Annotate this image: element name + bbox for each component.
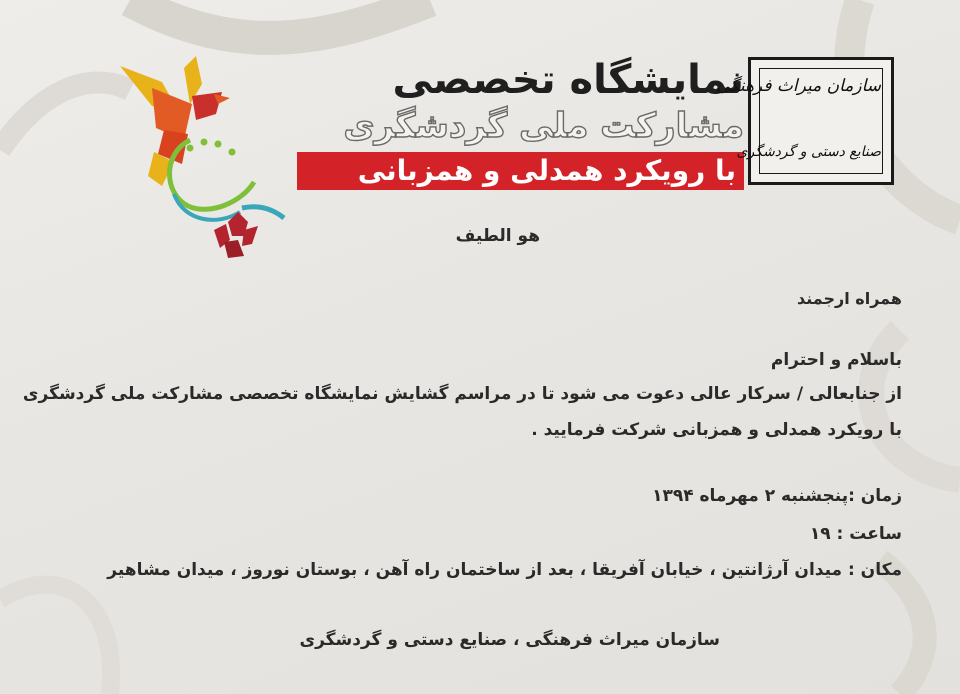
event-time: ساعت : ۱۹ xyxy=(809,524,902,544)
invocation-heading: هو الطیف xyxy=(455,226,540,246)
event-location: مکان : میدان آرژانتین ، خیابان آفریقا ، بعد از ساختمان راه آهن ، بوستان نوروز ، میدان مشاهیر xyxy=(107,560,902,580)
signature-organization: سازمان میراث فرهنگی ، صنایع دستی و گردشگری xyxy=(299,630,720,650)
exhibition-title: نمایشگاه تخصصی xyxy=(392,57,744,103)
greeting: باسلام و احترام xyxy=(770,350,902,370)
organization-logo xyxy=(716,57,894,185)
invitation-body-line-2: با رویکرد همدلی و همزبانی شرکت فرمایید . xyxy=(531,420,902,440)
logo-text-line-2: صنایع دستی و گردشگری xyxy=(736,144,881,160)
approach-banner-text: با رویکرد همدلی و همزبانی xyxy=(357,154,736,187)
logo-text-line-1: سازمان میراث فرهنگی xyxy=(716,76,881,96)
approach-banner xyxy=(297,152,744,190)
exhibition-subtitle: مشارکت ملی گردشگری xyxy=(343,106,744,146)
bird-logo-icon xyxy=(92,44,292,264)
invitation-body-line-1: از جنابعالی / سرکار عالی دعوت می شود تا در مراسم گشایش نمایشگاه تخصصی مشارکت ملی گردشگری xyxy=(22,384,902,404)
salutation: همراه ارجمند xyxy=(797,289,902,308)
event-date: زمان :پنجشنبه ۲ مهرماه ۱۳۹۴ xyxy=(652,486,902,506)
